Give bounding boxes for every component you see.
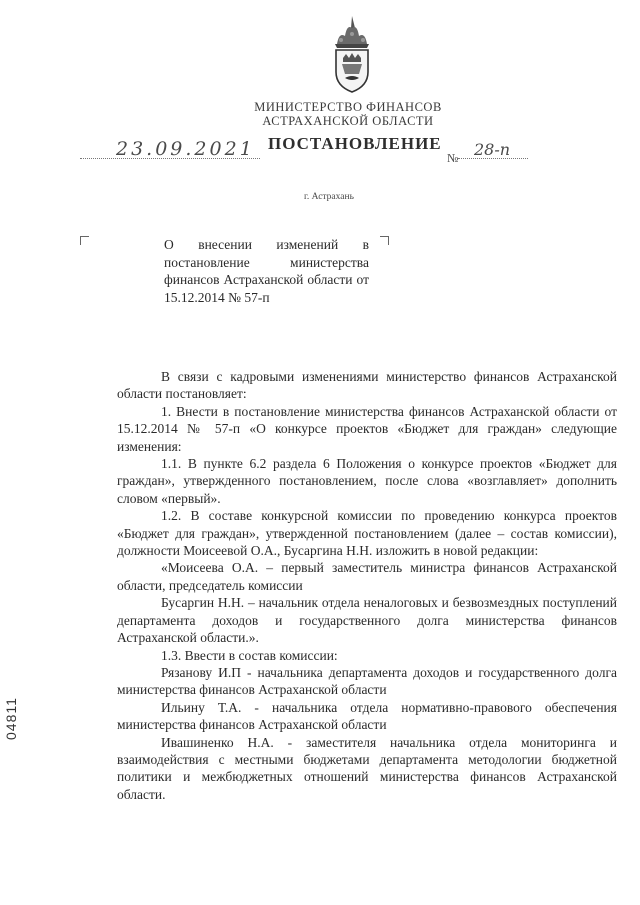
ministry-name-line1: МИНИСТЕРСТВО ФИНАНСОВ: [254, 100, 442, 114]
coat-of-arms-emblem: [327, 14, 377, 94]
number-label: №: [447, 151, 459, 165]
document-type-title: ПОСТАНОВЛЕНИЕ: [268, 134, 442, 153]
body-paragraph: Бусаргин Н.Н. – начальник отдела неналоговых и безвозмездных поступлений департамента доходов и государственного долга министерства финансов Астраханской области.».: [117, 595, 617, 646]
document-body: [117, 368, 617, 803]
body-paragraph: Ивашиненко Н.А. - заместителя начальника отдела мониторинга и взаимодействия с местными бюджетами департамента методологии бюджетной политики и межбюджетных отношений министерства финансов Астраханской области.: [117, 734, 617, 802]
registration-stamp: [0, 690, 24, 740]
stamp-number: 04811: [3, 697, 19, 740]
ministry-name-line2: АСТРАХАНСКОЙ ОБЛАСТИ: [262, 114, 434, 128]
body-paragraph: 1.3. Ввести в состав комиссии:: [161, 647, 338, 663]
document-date: 23.09.2021: [116, 138, 255, 160]
body-paragraph: 1.1. В пункте 6.2 раздела 6 Положения о конкурсе проектов «Бюджет для граждан», утвержденного постановлением, после слова «возглавляет» дополнить словом «первый».: [117, 456, 617, 506]
body-paragraph: В связи с кадровыми изменениями министерство финансов Астраханской области постановляет:: [117, 369, 617, 402]
subject-corner-right: [380, 236, 389, 245]
body-paragraph: Ильину Т.А. - начальника отдела нормативно-правового обеспечения министерства финансов Астраханской области: [117, 699, 617, 733]
document-number: 28-п: [474, 140, 511, 159]
subject-corner-left: [80, 236, 89, 245]
body-paragraph: 1.2. В составе конкурсной комиссии по проведению конкурса проектов «Бюджет для граждан», утвержденной постановлением (далее – состав комиссии), должности Моисеевой О.А., Бусаргина Н.Н. изложить в новой редакции:: [117, 508, 617, 559]
body-paragraph: Рязанову И.П - начальника департамента доходов и государственного долга министерства финансов Астраханской области: [117, 664, 617, 698]
body-paragraph: 1. Внести в постановление министерства финансов Астраханской области от 15.12.2014 № 57-п «О конкурсе проектов «Бюджет для граждан» следующие изменения:: [117, 403, 617, 454]
document-subject: О внесении изменений в постановление министерства финансов Астраханской области от 15.12.2014 № 57-п: [164, 237, 369, 305]
body-paragraph: «Моисеева О.А. – первый заместитель министра финансов Астраханской области, председатель комиссии: [117, 560, 617, 593]
city-name: г. Астрахань: [304, 192, 354, 202]
